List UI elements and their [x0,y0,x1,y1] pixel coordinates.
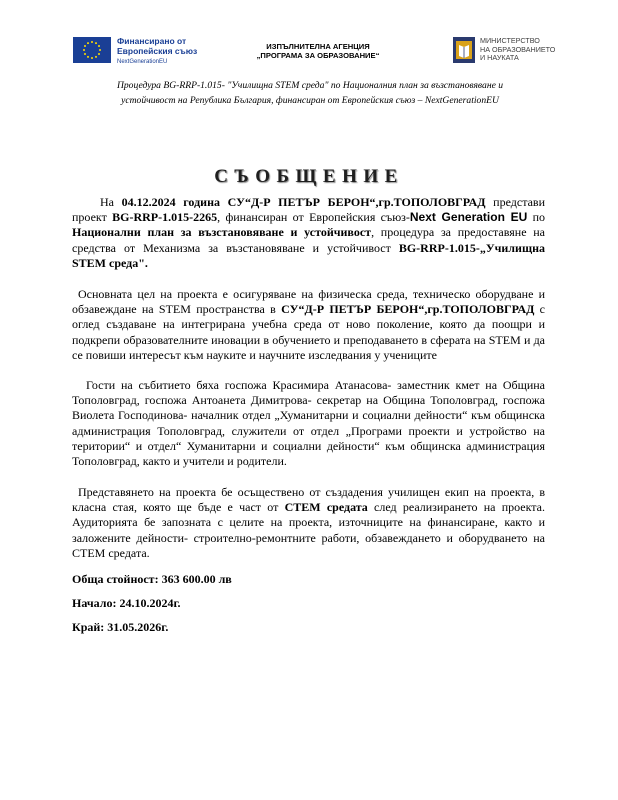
agency-line1: ИЗПЪЛНИТЕЛНА АГЕНЦИЯ [266,42,370,51]
agency-line2: „ПРОГРАМА ЗА ОБРАЗОВАНИЕ“ [256,51,380,60]
p1-text-3: , финансиран от Европейския съюз- [217,210,410,225]
p1-date: 04.12.2024 година [121,195,220,209]
procedure-subtitle [70,78,550,108]
paragraph-goal [72,287,545,363]
p1-procedure: BG-RRP-1.015-„Училищна STEM среда". [72,240,545,270]
eu-funded-line2: Европейския съюз [117,46,198,56]
total-value: Обща стойност: 363 600.00 лв [72,572,232,586]
p1-nextgen: Next Generation EU [409,210,528,225]
p1-text-2: представи проект [72,195,545,225]
p1-text-4: по [527,210,545,225]
ministry-line3: И НАУКАТА [480,53,519,62]
p4-text-1: Представянето на проекта бе осъществено от създадения училищен екип на проекта, в класна стая, която ще бъде е част от [72,485,545,515]
p2-school: СУ“Д-Р ПЕТЪР БЕРОН“,гр.ТОПОЛОВГРАД [281,302,535,317]
paragraph-presentation [72,485,545,561]
agency-name [238,42,398,60]
ministry-name [480,37,555,63]
eu-flag-icon [73,37,111,63]
p1-plan: Национални план за възстановяване и устойчивост [72,225,372,240]
page-title: СЪОБЩЕНИЕ [214,166,404,187]
p3-text: Гости на събитието бяха госпожа Красимира Атанасова- заместник кмет на Община Тополовград, госпожа Антоанета Димитрова- секретар на Община Тополовград, госпожа Виолета Господинова- началник отдел „Хуманитарни и социални дейности“ към общинска администрация Тополовград, служители от отдел „Програми проекти и устройство на територии“ и отдел“ Хуманитарни и социални дейности“ към общинска администрация Тополовград, както и учители и родители. [72,378,545,469]
p1-text-5: , процедура за предоставяне на средства от Механизма за възстановяване и устойчивост [72,225,546,255]
ministry-line2: НА ОБРАЗОВАНИЕТО [480,44,556,54]
p1-project-code: BG-RRP-1.015-2265 [112,210,218,225]
procedure-line2: устойчивост на Република България, финансиран от Европейския съюз – NextGenerationEU [121,95,499,106]
eu-funding-logo-text [117,36,227,67]
paragraph-guests [72,378,545,469]
p4-stem: СТЕМ средата [284,500,368,515]
eu-funded-line1: Финансирано от [117,36,187,46]
p2-text-1: Основната цел на проекта е осигуряване на физическа среда, техническо оборудване и обзавеждане на STEM пространства в [72,287,545,317]
p1-text-1: На [100,195,122,209]
procedure-line1: Процедура BG-RRP-1.015- "Училищна STEM среда" по Националния план за възстановяване и [116,80,504,91]
p2-text-2: с оглед създаване на интегрирана учебна среда от ново поколение, която да поощри и подкрепи образователните иновации в обучението и преподаването в сферата на STEM и да се повиши интересът към науките и научните изследвания у учениците [72,302,546,362]
ministry-line1: МИНИСТЕРСТВО [480,36,540,45]
end-date: Край: 31.05.2026г. [72,620,169,634]
start-date: Начало: 24.10.2024г. [72,596,181,610]
eu-nextgen-label: NextGenerationEU [117,59,168,65]
p1-school: СУ“Д-Р ПЕТЪР БЕРОН“,гр.ТОПОЛОВГРАД [227,195,486,209]
paragraph-announcement [72,195,545,271]
ministry-book-icon [453,37,475,63]
p4-text-2: след реализирането на проекта. Аудиторията бе запозната с целите на проекта, източниците на финансиране, както и заложените дейности- строително-ремонтните работи, обзавеждането и оборудването на СТЕМ средата. [72,500,546,560]
